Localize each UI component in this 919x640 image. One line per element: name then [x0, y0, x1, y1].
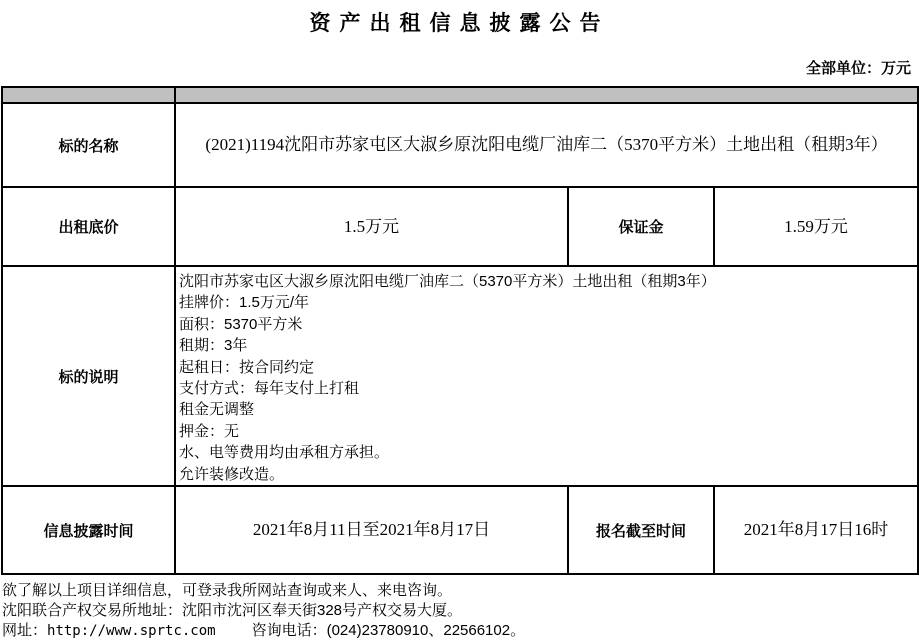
- description-line: 起租日：按合同约定: [179, 358, 315, 376]
- footer-phone: 咨询电话：(024)23780910、22566102。: [251, 622, 526, 640]
- header-cell-right: [175, 87, 918, 103]
- disclosure-period-label: 信息披露时间: [2, 486, 175, 574]
- description-line: 沈阳市苏家屯区大淑乡原沈阳电缆厂油库二（5370平方米）土地出租（租期3年）: [179, 273, 716, 290]
- description-line: 挂牌价：1.5万元/年: [179, 294, 310, 312]
- description-line: 租期：3年: [179, 337, 248, 355]
- registration-deadline-value: 2021年8月17日16时: [714, 486, 918, 574]
- table-header-row: [2, 87, 918, 103]
- price-row: [2, 187, 918, 266]
- footer-line-contact: [2, 621, 919, 640]
- base-price-label: 出租底价: [2, 187, 175, 266]
- description-line: 押金：无: [179, 422, 240, 440]
- header-cell-left: [2, 87, 175, 103]
- disclosure-period-value: 2021年8月11日至2021年8月17日: [175, 486, 568, 574]
- description-line: 水、电等费用均由承租方承担。: [179, 444, 390, 462]
- description-line: 允许装修改造。: [179, 465, 285, 483]
- footer: [0, 581, 919, 640]
- description-line: 支付方式：每年支付上打租: [179, 380, 360, 398]
- unit-note: 全部单位：万元: [805, 60, 911, 77]
- footer-url-label: 网址：: [2, 622, 48, 640]
- deposit-label: 保证金: [568, 187, 714, 266]
- description-label: 标的说明: [2, 266, 175, 486]
- description-line: 面积：5370平方米: [179, 315, 303, 333]
- disclosure-time-row: [2, 486, 918, 574]
- announcement-page: [0, 9, 919, 640]
- disclosure-table: [1, 86, 919, 575]
- page-title: 资产出租信息披露公告: [309, 11, 610, 35]
- footer-url: http://www.sprtc.com: [47, 623, 216, 640]
- subject-name-value: (2021)1194沈阳市苏家屯区大淑乡原沈阳电缆厂油库二（5370平方米）土地出租（租期3年）: [175, 103, 918, 187]
- footer-line-info: 欲了解以上项目详细信息，可登录我所网站查询或来人、来电咨询。: [2, 582, 453, 600]
- base-price-value: 1.5万元: [175, 187, 568, 266]
- registration-deadline-label: 报名截至时间: [568, 486, 714, 574]
- subject-name-row: [2, 103, 918, 187]
- deposit-value: 1.59万元: [714, 187, 918, 266]
- footer-line-address: 沈阳联合产权交易所地址：沈阳市沈河区奉天街328号产权交易大厦。: [2, 602, 463, 620]
- subject-name-label: 标的名称: [2, 103, 175, 187]
- description-row: [2, 266, 918, 486]
- description-line: 租金无调整: [179, 401, 255, 419]
- description-value: [175, 266, 918, 486]
